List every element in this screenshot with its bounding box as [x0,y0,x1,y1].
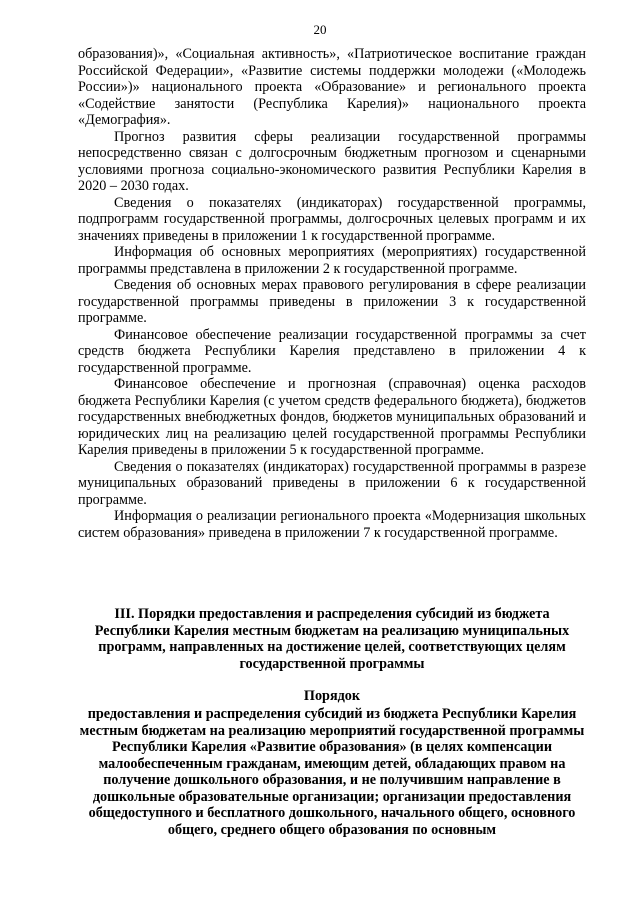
paragraph: Сведения о показателях (индикаторах) государственной программы в разрезе муниципальных образований приведены в приложении 6 к государственной программе. [78,458,586,508]
paragraph: Информация о реализации регионального проекта «Модернизация школьных систем образования» приведена в приложении 7 к государственной программе. [78,508,586,541]
paragraph: Финансовое обеспечение и прогнозная (справочная) оценка расходов бюджета Республики Карелия (с учетом средств федерального бюджета), бюджетов государственных внебюджетных фондов, бюджетов муниципальных образований и юридических лиц на реализацию целей государственной программы Республики Карелия приведены в приложении 5 к государственной программе. [78,376,586,458]
page-number: 20 [313,22,327,37]
paragraph: Финансовое обеспечение реализации государственной программы за счет средств бюджета Республики Карелия представлено в приложении 4 к государственной программе. [78,326,586,376]
section-title: III. Порядки предоставления и распределения субсидий из бюджета Республики Карелия местным бюджетам на реализацию муниципальных программ, направленных на достижение целей, соответствующих целям государственной программы [94,606,570,672]
document-body [78,46,586,541]
order-subtitle: предоставления и распределения субсидий из бюджета Республики Карелия местным бюджетам на реализацию мероприятий государственной программы Республики Карелия «Развитие образования» (в целях компенсации малообеспеченным гражданам, имеющим детей, обладающих правом на получение дошкольного образования, и не получившим направление в дошкольные образовательные организации; организации предоставления общедоступного и бесплатного дошкольного, начального общего, основного общего, среднего общего образования по основным [79,706,585,838]
paragraph: Сведения об основных мерах правового регулирования в сфере реализации государственной программы приведены в приложении 3 к государственной программе. [78,277,586,326]
paragraph: Прогноз развития сферы реализации государственной программы непосредственно связан с долгосрочным бюджетным прогнозом и сценарными условиями прогноза социально-экономического развития Республики Карелия в 2020 – 2030 годах. [78,128,586,194]
paragraph: Сведения о показателях (индикаторах) государственной программы, подпрограмм государственной программы, долгосрочных целевых программ и их значениях приведены в приложении 1 к государственной программе. [78,194,586,244]
paragraph: образования)», «Социальная активность», «Патриотическое воспитание граждан Российской Федерации», «Развитие системы поддержки молодежи («Молодежь России»)» национального проекта «Образование» и регионального проекта «Содействие занятости (Республика Карелия)» национального проекта «Демография». [78,46,586,128]
paragraph: Информация об основных мероприятиях (мероприятиях) государственной программы представлена в приложении 2 к государственной программе. [78,244,586,277]
order-title: Порядок [303,688,361,704]
